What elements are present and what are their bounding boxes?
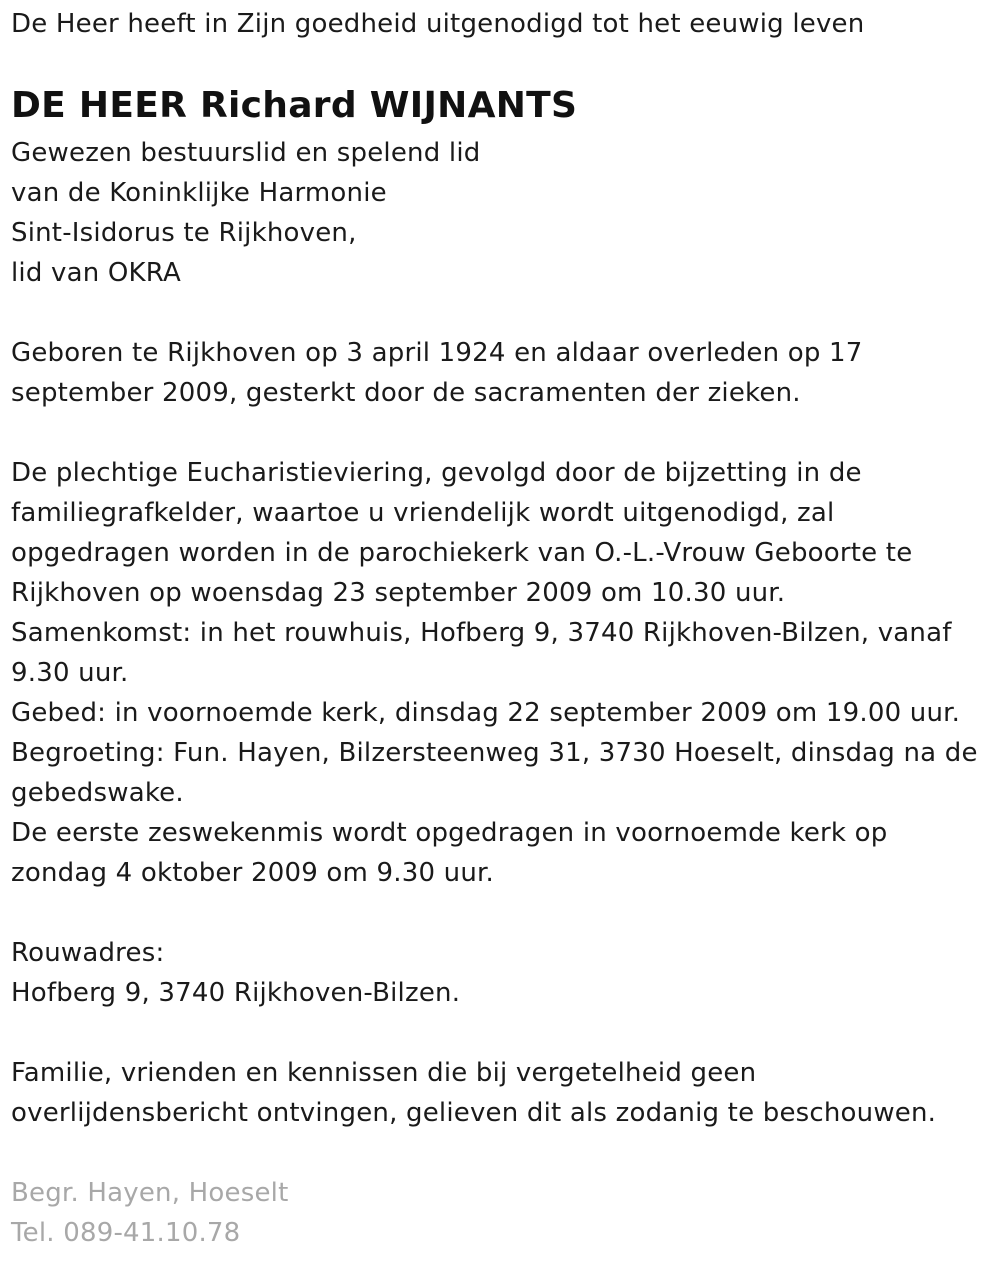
funeral-home-footer [11,1173,288,1253]
address-value: Hofberg 9, 3740 Rijkhoven-Bilzen. [11,978,461,1008]
notice-line: Familie, vrienden en kennissen die bij vergetelheid geen [11,1058,757,1088]
role-line: van de Koninklijke Harmonie [11,178,387,208]
mourning-address-block [11,933,460,1013]
ceremony-line: opgedragen worden in de parochiekerk van O.-L.-Vrouw Geboorte te [11,538,913,568]
ceremony-line: Rijkhoven op woensdag 23 september 2009 om 10.30 uur. [11,578,786,608]
ceremony-line: Samenkomst: in het rouwhuis, Hofberg 9, 3740 Rijkhoven-Bilzen, vanaf [11,618,952,648]
address-label: Rouwadres: [11,938,165,968]
ceremony-line: Gebed: in voornoemde kerk, dinsdag 22 september 2009 om 19.00 uur. [11,698,961,728]
role-line: Sint-Isidorus te Rijkhoven, [11,218,357,248]
funeral-home-phone: Tel. 089-41.10.78 [11,1218,241,1248]
birth-death-block [11,333,863,413]
role-line: lid van OKRA [11,258,181,288]
roles-block [11,133,480,293]
birth-death-line: september 2009, gesterkt door de sacramenten der zieken. [11,378,801,408]
ceremony-line: Begroeting: Fun. Hayen, Bilzersteenweg 31, 3730 Hoeselt, dinsdag na de [11,738,978,768]
ceremony-line: familiegrafkelder, waartoe u vriendelijk wordt uitgenodigd, zal [11,498,835,528]
ceremony-line: De eerste zeswekenmis wordt opgedragen in voornoemde kerk op [11,818,888,848]
ceremony-line: 9.30 uur. [11,658,129,688]
deceased-name: DE HEER Richard WIJNANTS [11,85,578,126]
ceremony-block [11,453,978,893]
ceremony-line: De plechtige Eucharistieviering, gevolgd door de bijzetting in de [11,458,862,488]
birth-death-line: Geboren te Rijkhoven op 3 april 1924 en aldaar overleden op 17 [11,338,863,368]
notice-block [11,1053,936,1133]
ceremony-line: gebedswake. [11,778,184,808]
ceremony-line: zondag 4 oktober 2009 om 9.30 uur. [11,858,494,888]
funeral-home-name: Begr. Hayen, Hoeselt [11,1178,289,1208]
intro-text: De Heer heeft in Zijn goedheid uitgenodigd tot het eeuwig leven [11,9,865,39]
notice-line: overlijdensbericht ontvingen, gelieven dit als zodanig te beschouwen. [11,1098,937,1128]
role-line: Gewezen bestuurslid en spelend lid [11,138,481,168]
